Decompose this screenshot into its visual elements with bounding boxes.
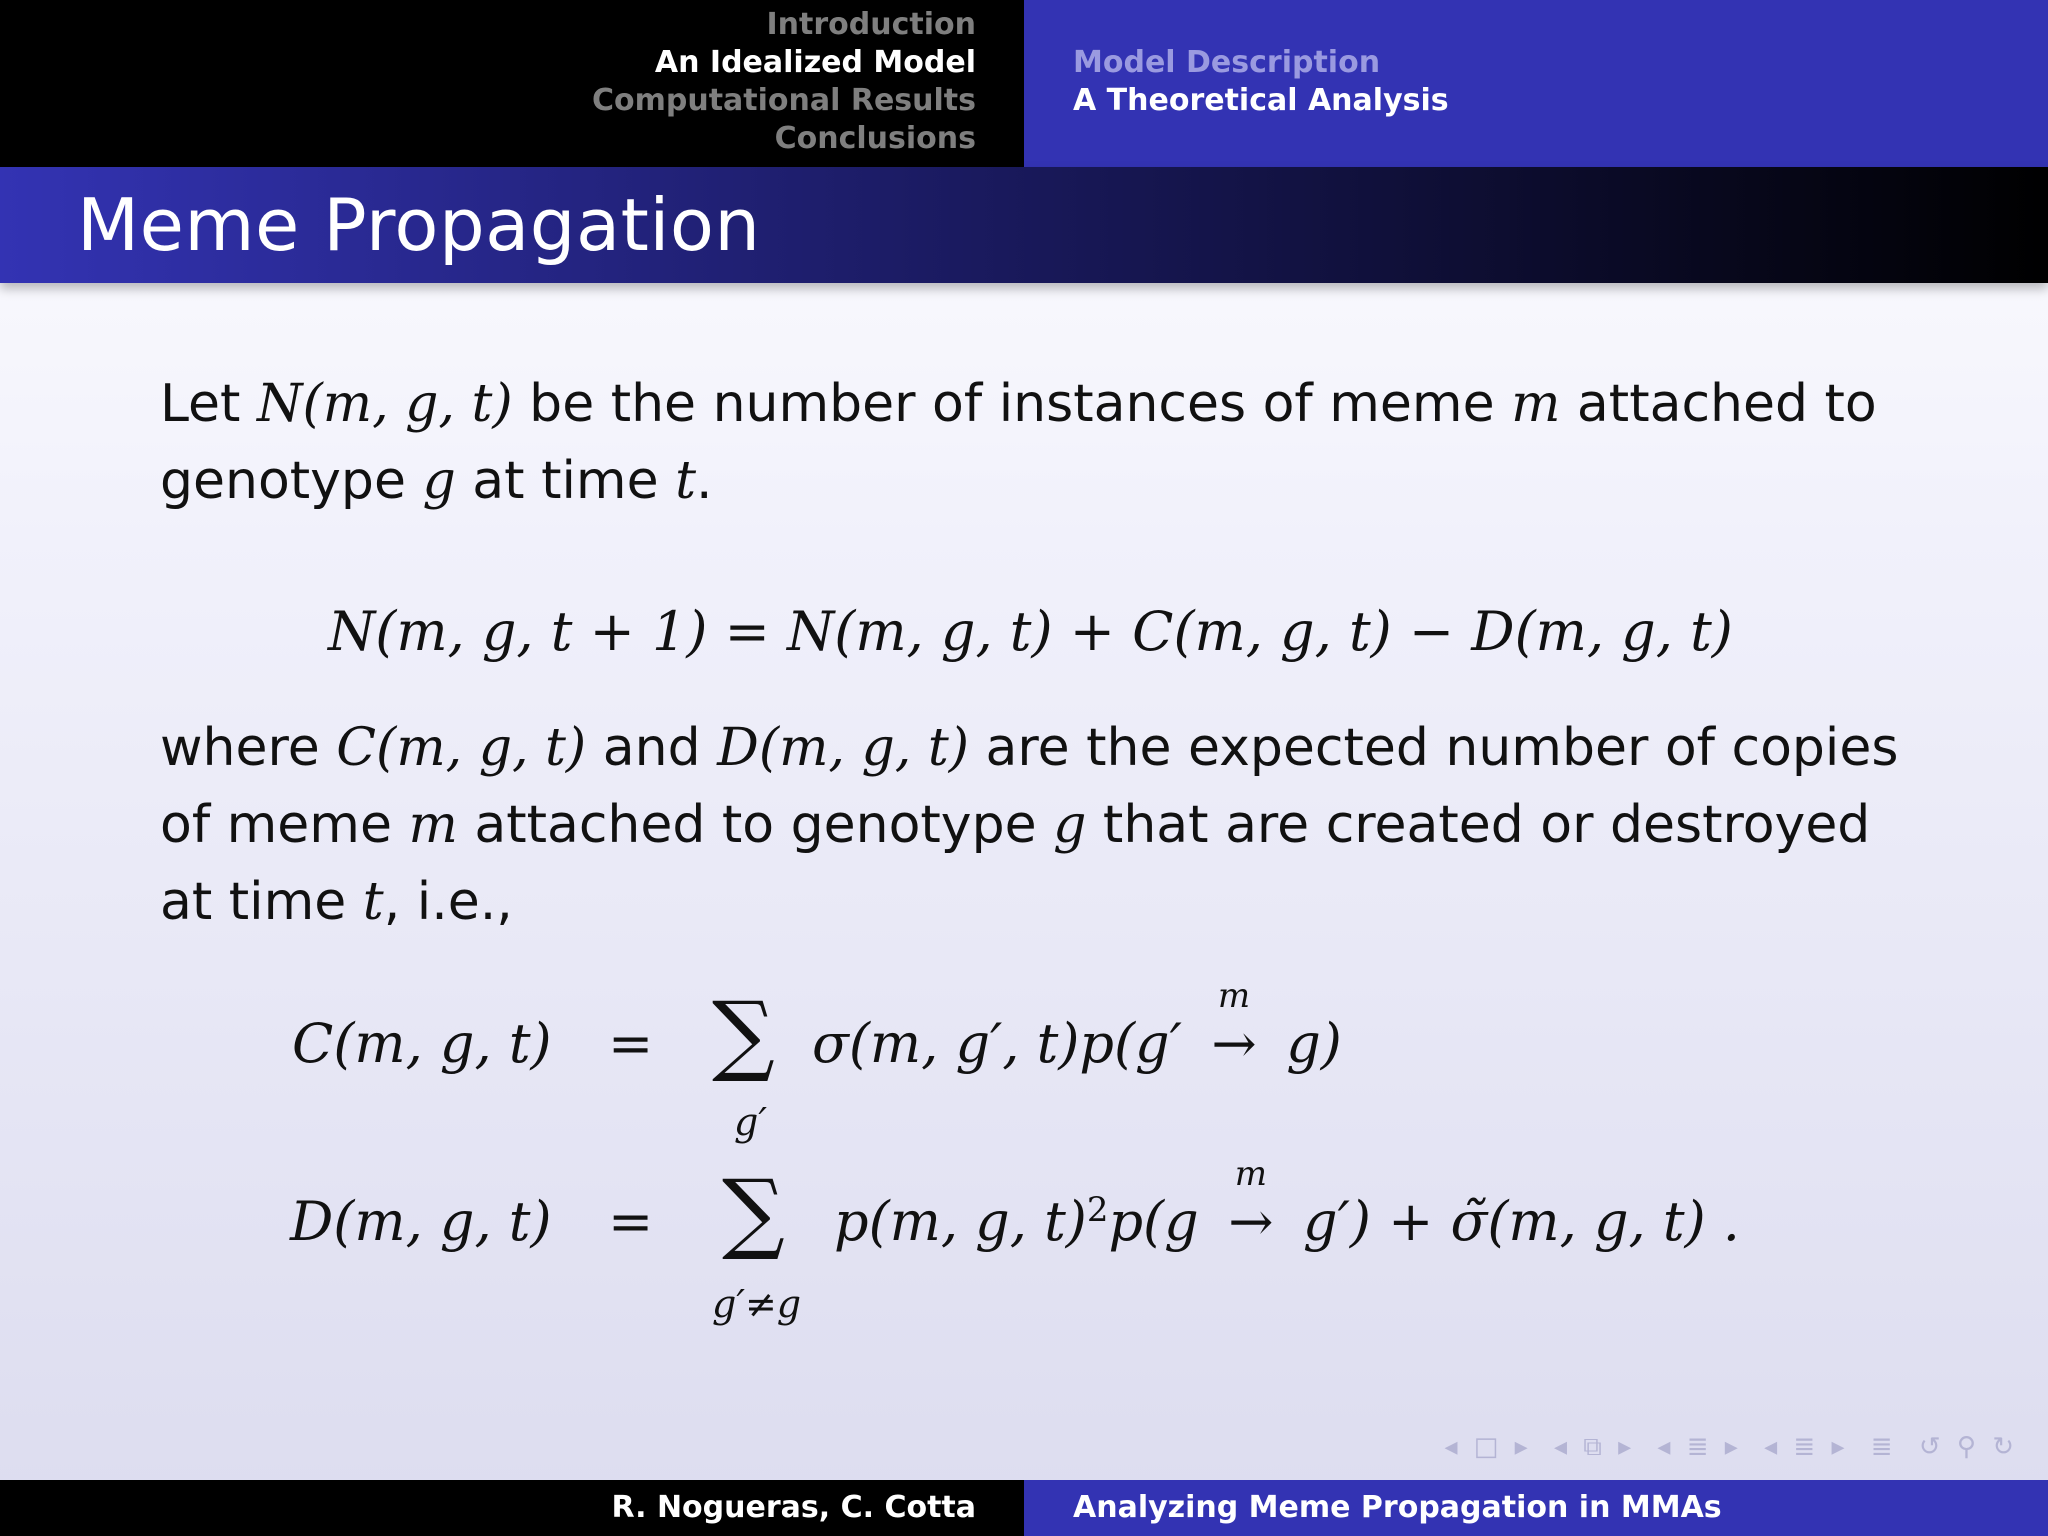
nav-document-icon[interactable]: ≣ xyxy=(1870,1432,1897,1462)
summation-sign: ∑ xyxy=(712,982,775,1085)
text: and xyxy=(586,718,718,778)
footer-short-title: Analyzing Meme Propagation in MMAs xyxy=(1073,1490,1722,1525)
math-inline: t xyxy=(362,872,384,932)
paragraph-definition xyxy=(160,366,1900,520)
text: are the expected number of copies of meme xyxy=(160,718,1899,855)
transition-arrow: m → xyxy=(1216,1190,1286,1253)
footer-authors-bar xyxy=(0,1480,1024,1536)
equation-d-sum-index: g′≠g xyxy=(712,1282,802,1326)
nav-section-introduction[interactable]: Introduction xyxy=(766,7,976,42)
nav-subsection-icon[interactable]: ◂ ≣ ▸ xyxy=(1657,1432,1742,1462)
equation-d-rhs-part: g′) + σ̃(m, g, t) . xyxy=(1303,1190,1740,1253)
text: attached to genotype xyxy=(457,795,1054,855)
equation-c-sum-index: g′ xyxy=(734,1100,767,1144)
text: . xyxy=(696,451,713,511)
nav-search-icon[interactable]: ↺ ⚲ ↻ xyxy=(1918,1432,2018,1462)
nav-section-idealized-model[interactable]: An Idealized Model xyxy=(654,45,976,80)
nav-subsection-theoretical-analysis[interactable]: A Theoretical Analysis xyxy=(1073,83,1449,118)
footer-authors: R. Nogueras, C. Cotta xyxy=(611,1490,976,1525)
arrow-label: m xyxy=(1217,976,1251,1016)
nav-frame-icon[interactable]: ◂ ⧉ ▸ xyxy=(1553,1432,1636,1462)
equation-d-equals: = xyxy=(608,1190,654,1253)
transition-arrow: m → xyxy=(1199,1012,1269,1075)
summation-sign: ∑ xyxy=(722,1160,785,1263)
equation-c-rhs-part: g) xyxy=(1286,1012,1342,1075)
equation-c-lhs: C(m, g, t) xyxy=(292,1012,552,1075)
text: at time xyxy=(455,451,676,511)
equation-d-rhs-part: p(m, g, t) xyxy=(834,1190,1087,1253)
nav-section-computational-results[interactable]: Computational Results xyxy=(591,83,976,118)
text: , i.e., xyxy=(383,872,513,932)
nav-slide-icon[interactable]: ◂ □ ▸ xyxy=(1444,1432,1532,1462)
math-inline: C(m, g, t) xyxy=(336,718,587,778)
math-inline: m xyxy=(408,795,458,855)
text: attached to genotype xyxy=(160,374,1877,511)
equation-c-rhs-part: σ(m, g′, t)p(g′ xyxy=(812,1012,1182,1075)
arrow-label: m xyxy=(1234,1154,1267,1194)
equation-recurrence: N(m, g, t + 1) = N(m, g, t) + C(m, g, t) − D(m, g, t) xyxy=(328,600,1733,663)
text: where xyxy=(160,718,337,778)
text: Let xyxy=(160,374,257,434)
navigation-symbols xyxy=(1434,1432,2018,1463)
exponent: 2 xyxy=(1086,1190,1109,1230)
subsection-list xyxy=(1073,44,1449,120)
footer-title-bar xyxy=(1024,1480,2048,1536)
text: be the number of instances of meme xyxy=(512,374,1512,434)
math-inline: t xyxy=(675,451,696,511)
nav-subsection-model-description[interactable]: Model Description xyxy=(1073,45,1381,80)
subsection-navigation xyxy=(1024,0,2048,167)
section-list xyxy=(592,6,976,158)
paragraph-explanation xyxy=(160,710,1900,941)
math-inline: m xyxy=(1511,374,1561,434)
equation-d-rhs-part: p(g xyxy=(1108,1190,1199,1253)
frame-title-bar xyxy=(0,167,2048,283)
math-inline: N(m, g, t) xyxy=(256,374,513,434)
math-inline: g xyxy=(422,451,456,511)
frame-title: Meme Propagation xyxy=(77,183,761,267)
nav-section-icon[interactable]: ◂ ≣ ▸ xyxy=(1764,1432,1849,1462)
nav-section-conclusions[interactable]: Conclusions xyxy=(774,121,976,156)
section-navigation xyxy=(0,0,1024,167)
equation-c-rhs xyxy=(812,976,1342,1075)
equation-c-equals: = xyxy=(608,1012,654,1075)
text: that are created or destroyed at time xyxy=(160,795,1871,932)
math-inline: g xyxy=(1053,795,1087,855)
equation-d-lhs: D(m, g, t) xyxy=(290,1190,552,1253)
math-inline: D(m, g, t) xyxy=(717,718,969,778)
equation-d-rhs xyxy=(834,1154,1740,1253)
